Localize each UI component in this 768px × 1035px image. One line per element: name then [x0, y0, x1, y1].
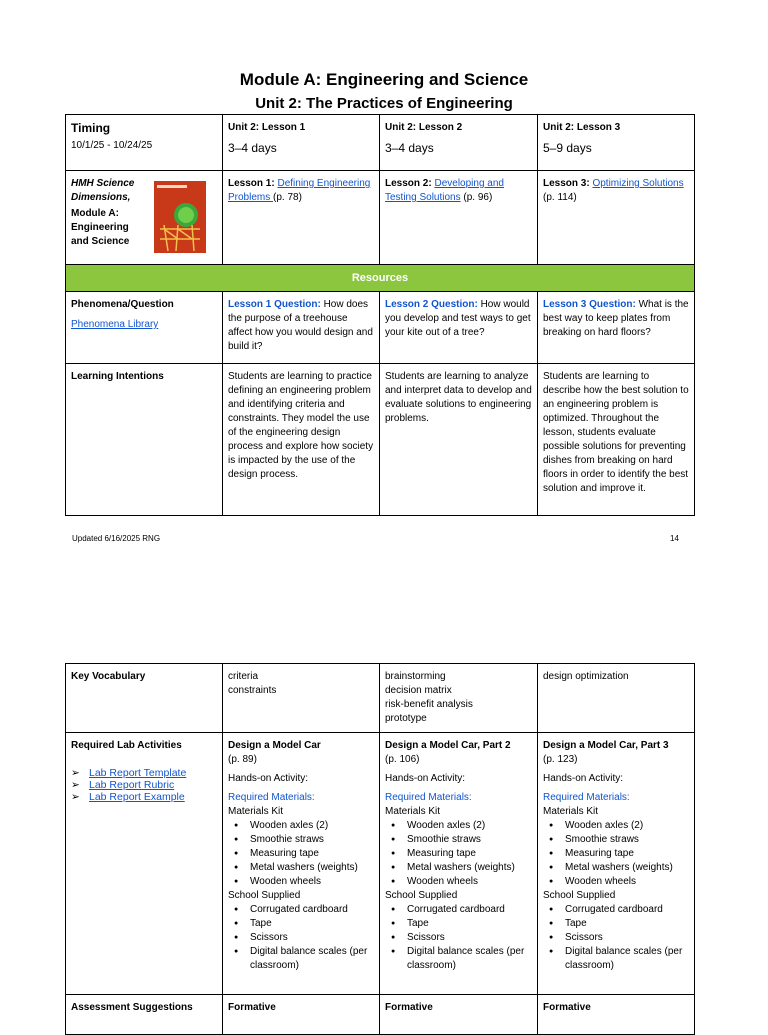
kit-item: ● Smoothie straws	[250, 833, 374, 847]
page-title: Module A: Engineering and Science	[239, 70, 529, 89]
book-line2: Dimensions,	[71, 192, 131, 203]
school-item: ● Corrugated cardboard	[565, 903, 689, 917]
vocab-term: decision matrix	[385, 685, 452, 696]
kit-item: ● Measuring tape	[250, 847, 374, 861]
lesson2-intent: Students are learning to analyze and interpret data to develop and evaluate solutions to engineering problems.	[380, 364, 538, 516]
lab-page: (p. 89)	[228, 754, 257, 765]
book-line4: Engineering	[71, 222, 129, 233]
lesson1-question-text: How does the purpose of a treehouse affect how you would design and build it?	[228, 299, 373, 352]
lesson3-book-cell	[538, 171, 695, 265]
lesson2-days: 3–4 days	[385, 141, 434, 155]
lesson3-header: Unit 2: Lesson 3	[543, 122, 621, 133]
school-item: ● Corrugated cardboard	[407, 903, 532, 917]
lesson2-question-text: How would you develop and test ways to get your kite out of a tree?	[385, 299, 531, 338]
formative-label: Formative	[385, 1002, 433, 1013]
school-item: ● Scissors	[407, 931, 532, 945]
vocab-term: design optimization	[543, 671, 629, 682]
lab-page: (p. 123)	[543, 754, 578, 765]
book-line5: and Science	[71, 236, 130, 247]
kit-item: ● Measuring tape	[407, 847, 532, 861]
lab-report-rubric-link[interactable]: Lab Report Rubric	[89, 779, 175, 791]
kit-item: ● Smoothie straws	[565, 833, 689, 847]
materials-kit-label: Materials Kit	[228, 806, 284, 817]
materials-kit-label: Materials Kit	[385, 806, 441, 817]
kit-item: ● Wooden wheels	[565, 875, 689, 889]
lesson3-question-cell	[538, 292, 695, 364]
page-subtitle: Unit 2: The Practices of Engineering	[255, 95, 513, 112]
footer-updated: Updated 6/16/2025 RNG	[72, 534, 161, 543]
lesson1-header-cell	[223, 115, 380, 171]
lesson3-assessment	[538, 995, 695, 1035]
lesson2-book-cell	[380, 171, 538, 265]
book-line3: Module A:	[71, 208, 119, 219]
hands-on-label: Hands-on Activity:	[385, 773, 466, 784]
lesson2-question-label: Lesson 2 Question:	[385, 299, 478, 310]
lesson1-link[interactable]: Defining Engineering Problems	[228, 178, 371, 203]
lesson3-prefix: Lesson 3:	[543, 178, 593, 189]
lesson3-question-label: Lesson 3 Question:	[543, 299, 636, 310]
textbook-cell	[66, 171, 223, 265]
kit-item: ● Wooden wheels	[407, 875, 532, 889]
lesson3-question-text: What is the best way to keep plates from breaking on hard floors?	[543, 299, 689, 338]
lesson1-assessment	[223, 995, 380, 1035]
kit-list	[543, 819, 689, 889]
lesson1-intent: Students are learning to practice defining an engineering problem and identifying criteria and constraints. They model the use of the engineering design process and explore how society is impacted by the use of the design process.	[223, 364, 380, 516]
school-item: ● Scissors	[250, 931, 374, 945]
required-materials-label: Required Materials:	[543, 792, 630, 803]
formative-label: Formative	[228, 1002, 276, 1013]
school-item: ● Corrugated cardboard	[250, 903, 374, 917]
lesson3-link[interactable]: Optimizing Solutions	[592, 178, 684, 189]
lesson3-header-cell	[538, 115, 695, 171]
lab-label-cell	[66, 733, 223, 995]
kit-item: ● Wooden wheels	[250, 875, 374, 889]
school-supplied-label: School Supplied	[543, 890, 616, 901]
phenomena-label: Phenomena/Question	[71, 299, 174, 310]
vocab-label: Key Vocabulary	[71, 671, 146, 682]
footer-page-number: 14	[670, 534, 679, 543]
lesson2-header-cell	[380, 115, 538, 171]
required-materials-label: Required Materials:	[385, 792, 472, 803]
vocab-label-cell	[66, 664, 223, 733]
vocab-term: risk-benefit analysis	[385, 699, 473, 710]
lesson1-page: (p. 78)	[273, 192, 302, 203]
lab-page: (p. 106)	[385, 754, 420, 765]
lab-report-template-link[interactable]: Lab Report Template	[89, 767, 187, 779]
school-item: ● Digital balance scales (per classroom)	[250, 945, 374, 973]
kit-item: ● Metal washers (weights)	[250, 861, 374, 875]
assessment-label: Assessment Suggestions	[71, 1002, 193, 1013]
lesson3-vocab	[538, 664, 695, 733]
school-list	[228, 903, 374, 973]
book-line1: HMH Science	[71, 178, 135, 189]
lesson3-intent: Students are learning to describe how the best solution to an engineering problem is optimized. Throughout the lesson, students evaluate possible solutions for preventing dishes from breaking on hard floors in order to identify the best solution and improve it.	[538, 364, 695, 516]
kit-item: ● Wooden axles (2)	[407, 819, 532, 833]
school-item: ● Tape	[407, 917, 532, 931]
formative-label: Formative	[543, 1002, 591, 1013]
lab-title: Design a Model Car, Part 3	[543, 740, 669, 751]
lesson1-question-cell	[223, 292, 380, 364]
hands-on-label: Hands-on Activity:	[228, 773, 309, 784]
school-item: ● Scissors	[565, 931, 689, 945]
kit-list	[228, 819, 374, 889]
lesson1-book-cell	[223, 171, 380, 265]
school-item: ● Tape	[250, 917, 374, 931]
assessment-label-cell	[66, 995, 223, 1035]
lesson2-lab-cell	[380, 733, 538, 995]
lab-report-example-link[interactable]: Lab Report Example	[89, 791, 185, 803]
kit-item: ● Wooden axles (2)	[565, 819, 689, 833]
lesson-table	[65, 114, 695, 516]
lesson3-lab-cell	[538, 733, 695, 995]
school-list	[385, 903, 532, 973]
lesson2-prefix: Lesson 2:	[385, 178, 435, 189]
lesson2-header: Unit 2: Lesson 2	[385, 122, 463, 133]
vocab-term: prototype	[385, 713, 427, 724]
lab-label: Required Lab Activities	[71, 740, 182, 751]
phenomena-cell	[66, 292, 223, 364]
activities-table	[65, 663, 695, 1035]
lesson1-vocab	[223, 664, 380, 733]
vocab-term: constraints	[228, 685, 277, 696]
timing-label: Timing	[71, 121, 111, 135]
lab-links-list	[71, 767, 217, 803]
lesson3-page: (p. 114)	[543, 192, 577, 203]
resources-banner: Resources	[66, 265, 695, 292]
lesson2-link[interactable]: Developing and Testing Solutions	[385, 178, 504, 203]
hands-on-label: Hands-on Activity:	[543, 773, 624, 784]
intentions-label: Learning Intentions	[71, 371, 164, 382]
school-item: ● Digital balance scales (per classroom)	[565, 945, 689, 973]
lesson3-days: 5–9 days	[543, 141, 592, 155]
vocab-term: criteria	[228, 671, 259, 682]
lesson2-vocab	[380, 664, 538, 733]
lesson2-question-cell	[380, 292, 538, 364]
kit-item: ● Measuring tape	[565, 847, 689, 861]
vocab-term: brainstorming	[385, 671, 446, 682]
school-item: ● Digital balance scales (per classroom)	[407, 945, 532, 973]
timing-dates: 10/1/25 - 10/24/25	[71, 140, 153, 151]
lesson1-header: Unit 2: Lesson 1	[228, 122, 306, 133]
textbook-cover-image	[154, 181, 206, 253]
lesson2-assessment	[380, 995, 538, 1035]
school-list	[543, 903, 689, 973]
kit-item: ● Smoothie straws	[407, 833, 532, 847]
lesson1-prefix: Lesson 1:	[228, 178, 278, 189]
school-supplied-label: School Supplied	[228, 890, 301, 901]
lesson1-lab-cell	[223, 733, 380, 995]
required-materials-label: Required Materials:	[228, 792, 315, 803]
lab-title: Design a Model Car, Part 2	[385, 740, 511, 751]
kit-item: ● Metal washers (weights)	[565, 861, 689, 875]
phenomena-library-link[interactable]: Phenomena Library	[71, 319, 159, 330]
kit-item: ● Metal washers (weights)	[407, 861, 532, 875]
school-supplied-label: School Supplied	[385, 890, 458, 901]
materials-kit-label: Materials Kit	[543, 806, 599, 817]
lesson2-page: (p. 96)	[460, 192, 493, 203]
kit-list	[385, 819, 532, 889]
lesson1-question-label: Lesson 1 Question:	[228, 299, 321, 310]
timing-cell	[66, 115, 223, 171]
school-item: ● Tape	[565, 917, 689, 931]
intentions-cell	[66, 364, 223, 516]
kit-item: ● Wooden axles (2)	[250, 819, 374, 833]
lesson1-days: 3–4 days	[228, 141, 277, 155]
lab-title: Design a Model Car	[228, 740, 321, 751]
